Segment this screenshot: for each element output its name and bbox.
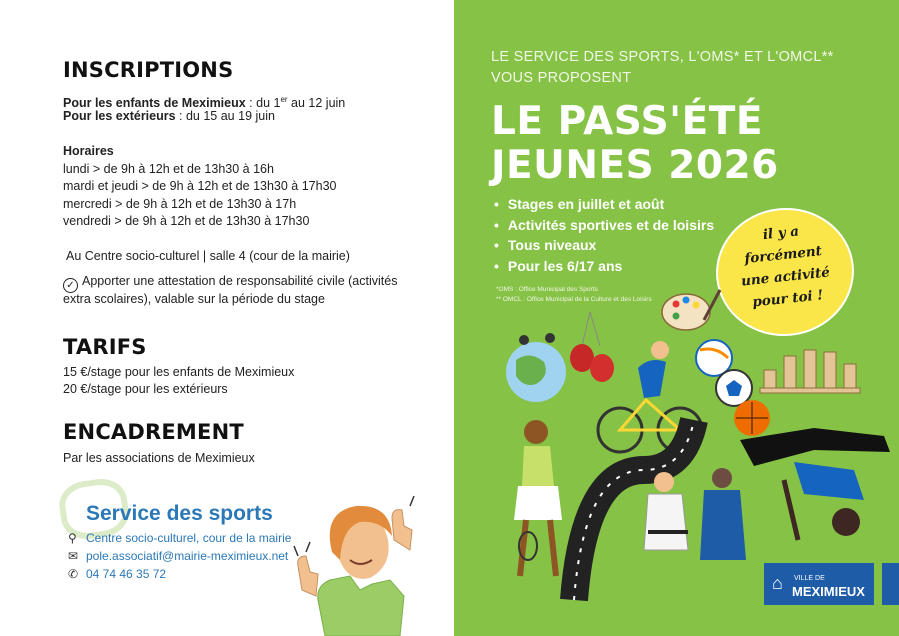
breakdancer-illustration — [740, 428, 890, 540]
attestation-line-1: Apporter une attestation de responsabilité civile (activités — [82, 274, 398, 288]
logo-name: MEXIMIEUX — [792, 584, 865, 599]
headline-line-1: LE PASS'ÉTÉ — [491, 99, 764, 144]
location-text: Au Centre socio-culturel | salle 4 (cour de la mairie) — [66, 249, 350, 263]
external-label: Pour les extérieurs — [63, 109, 176, 123]
bubble-line: une activité — [740, 264, 831, 290]
email-link[interactable]: pole.associatif@mairie-meximieux.net — [86, 549, 289, 563]
promo-panel — [454, 0, 899, 636]
horaires-heading: Horaires — [63, 144, 114, 158]
horaire-line: mercredi > de 9h à 12h et de 13h30 à 17h — [63, 197, 297, 211]
external-dates: : du 15 au 19 juin — [175, 109, 275, 123]
logo-accent-block — [882, 563, 899, 605]
envelope-icon: ✉ — [68, 549, 79, 563]
inscriptions-heading: INSCRIPTIONS — [63, 58, 234, 82]
service-title: Service des sports — [86, 502, 273, 525]
logo-small-text: VILLE DE — [794, 575, 825, 582]
footnote-omcl: ** OMCL : Office Municipal de la Culture et des Loisirs — [496, 296, 652, 303]
feature-item: • Stages en juillet et août — [494, 194, 714, 215]
location-pin-icon: ⚲ — [68, 531, 77, 545]
horaire-line: vendredi > de 9h à 12h et de 13h30 à 17h30 — [63, 214, 310, 228]
sports-balls-icon — [696, 340, 770, 436]
encadrement-heading: ENCADREMENT — [63, 420, 244, 444]
boxing-gloves-icon — [570, 312, 614, 382]
encadrement-text: Par les associations de Meximieux — [63, 451, 255, 465]
horaire-line: lundi > de 9h à 12h et de 13h30 à 16h — [63, 162, 274, 176]
address-text: Centre socio-culturel, cour de la mairie — [86, 531, 292, 545]
meximieux-logo — [764, 563, 874, 605]
globe-icon — [506, 333, 566, 402]
tarif-line: 20 €/stage pour les extérieurs — [63, 382, 228, 396]
feature-item: • Activités sportives et de loisirs — [494, 215, 714, 236]
headline-line-2: JEUNES 2026 — [491, 143, 779, 188]
intro-line-1: LE SERVICE DES SPORTS, L'OMS* ET L'OMCL** — [491, 49, 834, 65]
local-label: Pour les enfants de Meximieux — [63, 96, 246, 111]
intro-line-2: VOUS PROPOSENT — [491, 70, 632, 86]
phone-icon: ✆ — [68, 567, 79, 581]
bubble-line: pour toi ! — [751, 287, 824, 311]
town-hall-icon: ⌂ — [772, 573, 783, 593]
local-dates-b: au 12 juin — [287, 96, 346, 111]
chess-pieces-icon — [760, 350, 860, 393]
judo-illustration — [644, 468, 746, 560]
horaire-line: mardi et jeudi > de 9h à 12h et de 13h30 à 17h30 — [63, 179, 337, 193]
local-dates-a: : du 1 — [245, 96, 281, 111]
feature-item: • Tous niveaux — [494, 235, 714, 256]
tarifs-heading: TARIFS — [63, 335, 147, 359]
tarif-line: 15 €/stage pour les enfants de Meximieux — [63, 365, 295, 379]
local-dates-sup: er — [280, 95, 288, 104]
paint-palette-icon — [662, 290, 720, 330]
check-icon: ✓ — [63, 278, 78, 293]
feature-item: • Pour les 6/17 ans — [494, 256, 714, 277]
phone-link[interactable]: 04 74 46 35 72 — [86, 567, 167, 581]
bubble-line: il y a — [762, 223, 800, 244]
tennis-player-illustration — [514, 420, 562, 576]
attestation-line-2: extra scolaires), valable sur la période du stage — [63, 292, 325, 306]
sports-illustrations — [454, 0, 899, 636]
footnote-oms: *OMS : Office Municipal des Sports — [496, 286, 598, 293]
bubble-line: forcément — [743, 243, 823, 268]
